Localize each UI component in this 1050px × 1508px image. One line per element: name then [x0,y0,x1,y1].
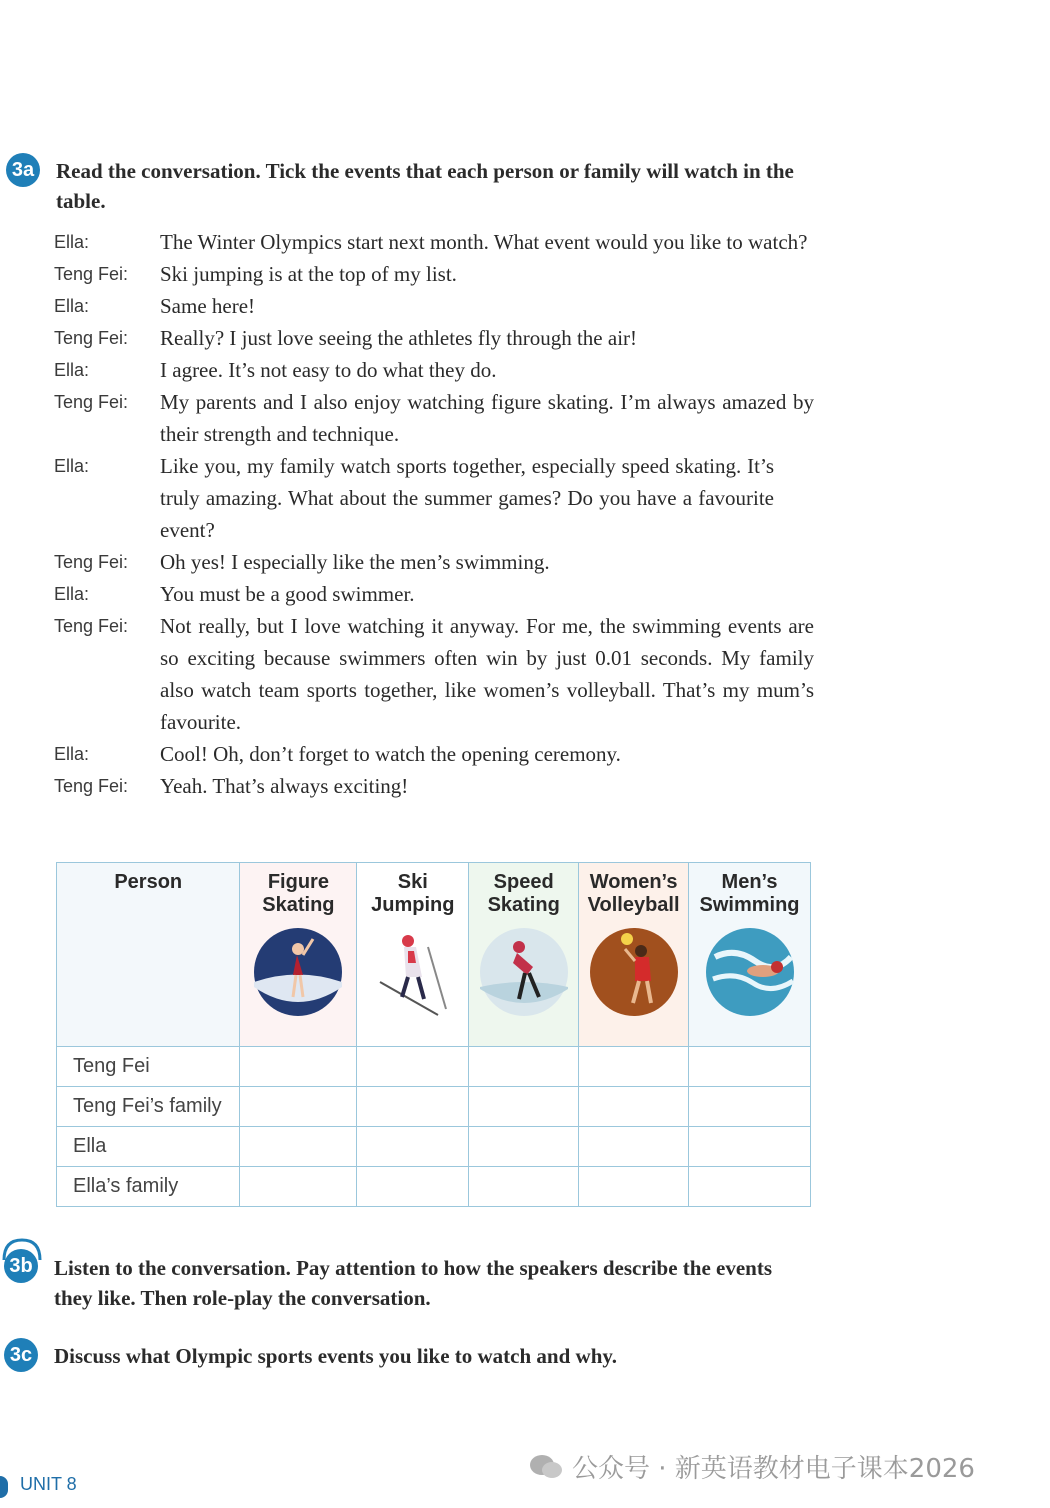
speaker-label: Ella: [54,744,90,764]
event-name-line2: Jumping [371,894,455,916]
speech-text: I agree. It’s not easy to do what they do. [160,358,497,382]
person-name: Ella’s family [57,1167,240,1207]
table-row [57,1167,811,1207]
watermark-text: 公众号 · 新英语教材电子课本2026 [572,1454,975,1484]
tick-cell[interactable] [240,1127,357,1167]
event-header-womens-volleyball [579,863,689,1047]
speaker-label: Ella: [54,296,90,316]
event-name-line1: Figure [267,871,329,893]
dialogue-line [54,322,814,354]
speaker-label: Teng Fei: [54,776,129,796]
dialogue-line [54,738,814,770]
speaker-label: Teng Fei: [54,264,129,284]
tick-cell[interactable] [579,1127,689,1167]
section-3b-badge: 3b [4,1249,38,1283]
event-header-ski-jumping [357,863,469,1047]
tick-cell[interactable] [579,1087,689,1127]
speaker-label: Ella: [54,456,90,476]
dialogue-line [54,578,814,610]
tick-cell[interactable] [240,1047,357,1087]
tick-cell[interactable] [689,1087,811,1127]
speech-text: Oh yes! I especially like the men’s swimming. [160,550,550,574]
dialogue-line [54,770,814,802]
dialogue-line [54,226,814,258]
event-name-line1: Women’s [589,871,678,893]
speech-text: Ski jumping is at the top of my list. [160,262,457,286]
event-name-line1: Ski [397,871,428,893]
tick-cell[interactable] [240,1167,357,1207]
chat-bubble-icon [528,1453,564,1481]
section-3c-badge: 3c [4,1338,38,1372]
section-3a-badge: 3a [6,153,40,187]
speech-text: Not really, but I love watching it anyway. For me, the swimming events are so exciting because swimmers often win by just 0.01 seconds. My family also watch team sports together, like women’s volleyball. That’s my mum’s favourite. [160,614,814,734]
table-row [57,1047,811,1087]
event-name-line2: Skating [262,894,335,916]
dialogue-line [54,610,814,738]
speaker-label: Ella: [54,360,90,380]
watermark [528,1448,975,1485]
speaker-label: Ella: [54,232,90,252]
events-table [56,862,811,1207]
tick-cell[interactable] [579,1047,689,1087]
event-name-line2: Volleyball [587,894,680,916]
speaker-label: Teng Fei: [54,392,129,412]
speaker-label: Teng Fei: [54,328,129,348]
speech-text: Like you, my family watch sports together, especially speed skating. It’s truly amazing. What about the summer games? Do you have a favourite event? [160,454,774,542]
unit-label: UNIT 8 [20,1474,77,1494]
tick-cell[interactable] [469,1087,579,1127]
event-name-line1: Men’s [721,871,778,893]
section-3c-instruction: Discuss what Olympic sports events you like to watch and why. [54,1344,617,1368]
dialogue-line [54,290,814,322]
dialogue-line [54,258,814,290]
speech-text: You must be a good swimmer. [160,582,415,606]
tick-cell[interactable] [469,1127,579,1167]
person-header: Person [57,863,240,1047]
unit-tab-marker [0,1476,8,1498]
table-header-row [57,863,811,1047]
event-name-line2: Swimming [699,894,800,916]
tick-cell[interactable] [357,1087,469,1127]
speech-text: Same here! [160,294,256,318]
tick-cell[interactable] [469,1047,579,1087]
dialogue-line [54,450,814,546]
speaker-label: Ella: [54,584,90,604]
swimming-photo-icon [705,927,795,1017]
section-3b-instruction: Listen to the conversation. Pay attention to how the speakers describe the events they like. Then role-play the conversation. [54,1256,773,1310]
headphones-icon [0,1238,44,1262]
speed-skating-photo-icon [479,927,569,1017]
speech-text: Yeah. That’s always exciting! [160,774,409,798]
person-name: Ella [57,1127,240,1167]
figure-skating-photo-icon [253,927,343,1017]
speaker-label: Teng Fei: [54,552,129,572]
event-name-line1: Speed [493,871,554,893]
dialogue [54,226,814,802]
volleyball-photo-icon [589,927,679,1017]
speech-text: Really? I just love seeing the athletes fly through the air! [160,326,638,350]
dialogue-line [54,546,814,578]
tick-cell[interactable] [689,1167,811,1207]
event-header-figure-skating [240,863,357,1047]
tick-cell[interactable] [357,1047,469,1087]
event-name-line2: Skating [487,894,560,916]
speech-text: My parents and I also enjoy watching figure skating. I’m always amazed by their strength and technique. [160,390,814,446]
dialogue-line [54,354,814,386]
tick-cell[interactable] [579,1167,689,1207]
person-name: Teng Fei’s family [57,1087,240,1127]
section-3a-instruction: Read the conversation. Tick the events that each person or family will watch in the table. [56,159,794,213]
ski-jumping-photo-icon [368,927,458,1017]
tick-cell[interactable] [357,1127,469,1167]
speech-text: The Winter Olympics start next month. What event would you like to watch? [160,230,808,254]
event-header-speed-skating [469,863,579,1047]
tick-cell[interactable] [240,1087,357,1127]
table-row [57,1127,811,1167]
person-name: Teng Fei [57,1047,240,1087]
tick-cell[interactable] [469,1167,579,1207]
table-row [57,1087,811,1127]
speaker-label: Teng Fei: [54,616,129,636]
dialogue-line [54,386,814,450]
event-header-mens-swimming [689,863,811,1047]
tick-cell[interactable] [357,1167,469,1207]
tick-cell[interactable] [689,1047,811,1087]
speech-text: Cool! Oh, don’t forget to watch the opening ceremony. [160,742,621,766]
tick-cell[interactable] [689,1127,811,1167]
